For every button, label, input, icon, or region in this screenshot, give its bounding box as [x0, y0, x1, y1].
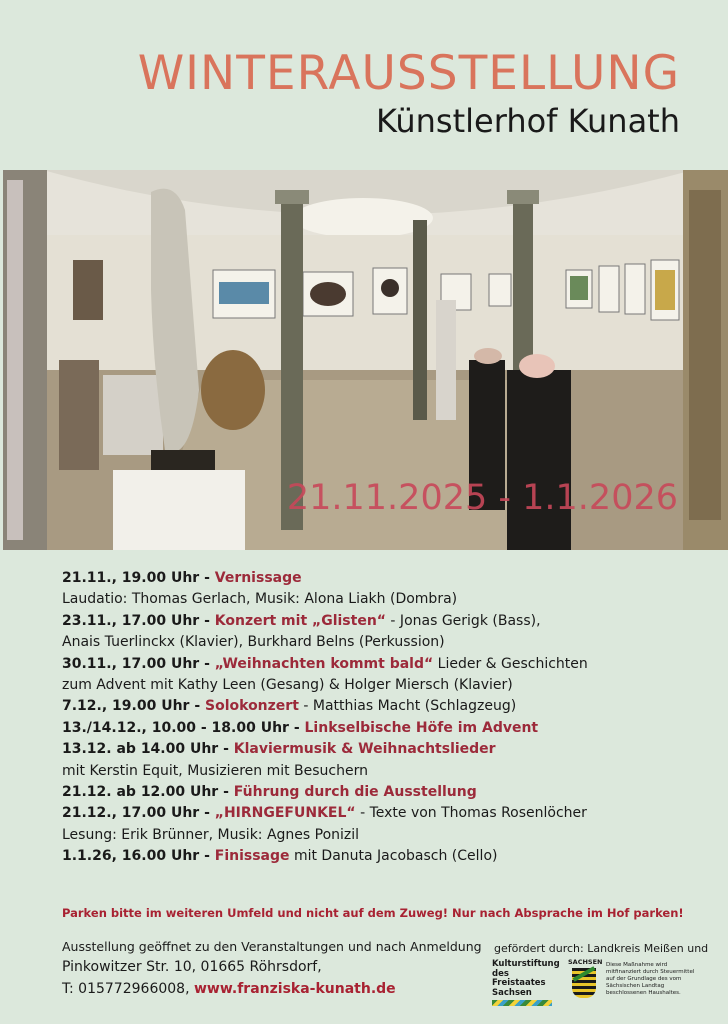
event-line: 1.1.26, 16.00 Uhr - Finissage mit Danuta Jacobasch (Cello) [62, 848, 498, 865]
footer [62, 938, 482, 1000]
contact-line [62, 978, 482, 1000]
event-line: Anais Tuerlinckx (Klavier), Burkhard Belns (Perkussion) [62, 634, 445, 651]
sponsor-label: gefördert durch: Landkreis Meißen und [494, 942, 709, 955]
event-list [62, 568, 702, 868]
event-line: 23.11., 17.00 Uhr - Konzert mit „Glisten“ - Jonas Gerigk (Bass), [62, 612, 541, 629]
address: Pinkowitzer Str. 10, 01665 Röhrsdorf, [62, 959, 322, 975]
sponsor-logos [492, 958, 695, 1008]
event-line: 13.12. ab 14.00 Uhr - Klaviermusik & Weihnachtslieder [62, 741, 496, 758]
event-line: 30.11., 17.00 Uhr - „Weihnachten kommt bald“ Lieder & Geschichten [62, 655, 588, 672]
opening-hours: Ausstellung geöffnet zu den Veranstaltungen und nach Anmeldung [62, 939, 482, 954]
kulturstiftung-logo: Kulturstiftung des Freistaates Sachsen [492, 960, 564, 1004]
date-range: 21.11.2025 - 1.1.2026 [286, 478, 678, 518]
parking-notice: Parken bitte im weiteren Umfeld und nicht auf dem Zuweg! Nur nach Absprache im Hof parken! [62, 906, 684, 920]
sachsen-shield-icon [572, 968, 596, 998]
event-line: 21.12. ab 12.00 Uhr - Führung durch die Ausstellung [62, 784, 477, 801]
event-line: Lesung: Erik Brünner, Musik: Agnes Ponizil [62, 826, 360, 843]
website-link[interactable]: www.franziska-kunath.de [193, 981, 396, 997]
phone: T: 015772966008, [62, 981, 190, 997]
event-line: 7.12., 19.00 Uhr - Solokonzert - Matthias Macht (Schlagzeug) [62, 698, 517, 715]
event-line: 21.11., 19.00 Uhr - Vernissage [62, 570, 302, 586]
event-line: mit Kerstin Equit, Musizieren mit Besuchern [62, 762, 368, 779]
event-line: 13./14.12., 10.00 - 18.00 Uhr - Linkselbische Höfe im Advent [62, 719, 539, 736]
page-subtitle: Künstlerhof Kunath [375, 102, 680, 140]
funding-note: Diese Maßnahme wird mitfinanziert durch Steuermittel auf der Grundlage des vom Sächsischen Landtag beschlossenen Haushaltes. [606, 962, 695, 996]
event-line: Laudatio: Thomas Gerlach, Musik: Alona Liakh (Dombra) [62, 591, 458, 608]
page-title: WINTERAUSSTELLUNG [137, 46, 680, 101]
sachsen-logo: SACHSEN [568, 958, 600, 1006]
event-line: 21.12., 17.00 Uhr - „HIRNGEFUNKEL“ - Texte von Thomas Rosenlöcher [62, 805, 587, 822]
event-line: zum Advent mit Kathy Leen (Gesang) & Holger Miersch (Klavier) [62, 677, 513, 694]
